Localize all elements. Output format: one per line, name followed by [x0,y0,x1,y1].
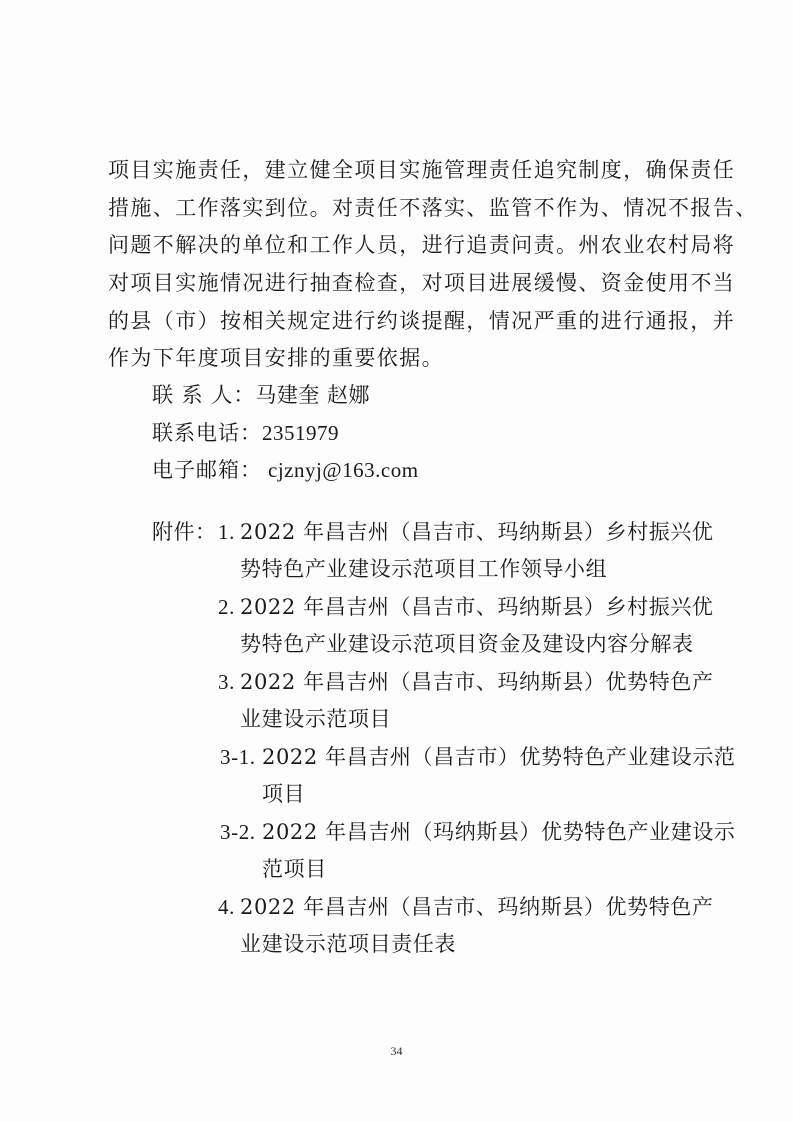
contact-email-label: 电子邮箱： [152,458,262,482]
attachment-number: 1. [218,520,235,544]
attachment-number: 3-1. [220,745,256,769]
attachment-title-line: 2022 年昌吉州（玛纳斯县）优势特色产业建设示 [262,820,736,844]
attachment-title-line: 2022 年昌吉州（昌吉市、玛纳斯县）优势特色产 [240,670,714,694]
paragraph-line: 措施、工作落实到位。对责任不落实、监管不作为、情况不报告、 [108,196,758,220]
contact-email [152,458,419,482]
page-number: 34 [390,1044,403,1058]
attachment-title-line: 势特色产业建设示范项目工作领导小组 [240,557,608,581]
attachment-title-line: 业建设示范项目 [240,707,392,731]
contact-person [152,383,370,407]
attachment-title-line: 2022 年昌吉州（昌吉市、玛纳斯县）优势特色产 [240,895,714,919]
attachment-title-line: 范项目 [262,857,327,881]
contact-email-value: cjznyj@163.com [268,458,419,482]
contact-phone [152,421,339,445]
contact-person-label: 联 系 人： [152,383,256,407]
paragraph-line: 作为下年度项目安排的重要依据。 [108,346,444,370]
attachment-number: 3-2. [220,820,256,844]
attachment-title-line: 2022 年昌吉州（昌吉市、玛纳斯县）乡村振兴优 [240,520,714,544]
contact-phone-value: 2351979 [262,421,339,445]
paragraph-line: 对项目实施情况进行抽查检查，对项目进展缓慢、资金使用不当 [108,271,736,295]
attachment-number: 2. [218,595,235,619]
paragraph-line: 问题不解决的单位和工作人员，进行追责问责。州农业农村局将 [108,233,736,257]
attachment-number: 3. [218,670,235,694]
attachments-heading: 附件： [152,520,217,544]
paragraph-line: 项目实施责任，建立健全项目实施管理责任追究制度，确保责任 [108,158,736,182]
attachment-number: 4. [218,895,235,919]
attachment-title-line: 2022 年昌吉州（昌吉市）优势特色产业建设示范 [262,745,736,769]
attachment-title-line: 业建设示范项目责任表 [240,932,456,956]
attachment-title-line: 势特色产业建设示范项目资金及建设内容分解表 [240,632,694,656]
attachment-title-line: 项目 [262,782,306,806]
contact-phone-label: 联系电话： [152,421,262,445]
attachment-title-line: 2022 年昌吉州（昌吉市、玛纳斯县）乡村振兴优 [240,595,714,619]
contact-person-value: 马建奎 赵娜 [255,383,371,407]
paragraph-line: 的县（市）按相关规定进行约谈提醒，情况严重的进行通报，并 [108,309,736,333]
